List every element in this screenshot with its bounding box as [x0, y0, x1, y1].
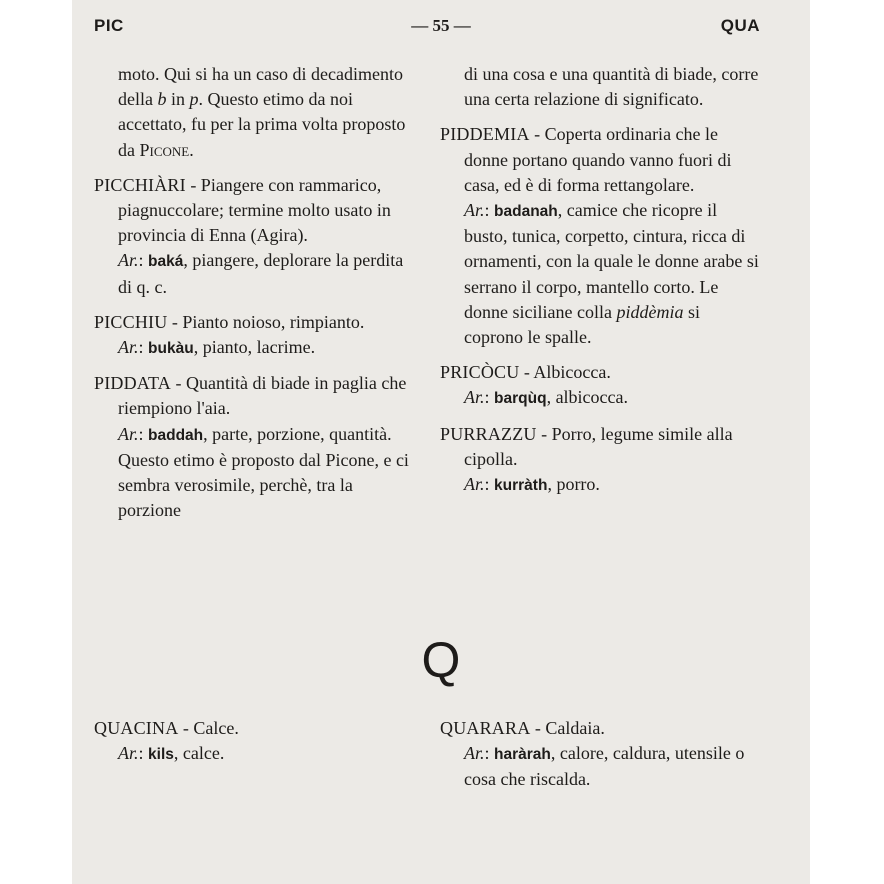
lemma: PICCHIÀRI — [94, 174, 186, 195]
arabic-word: kurràth — [494, 477, 548, 495]
entry-piddata: PIDDATA - Quantità di biade in paglia che riempiono l'aia. Ar.: baddah, parte, porzione, quantità. Questo etimo è proposto dal Picone, e ci sembra verosimile, perchè, tra la porzione — [94, 373, 409, 521]
running-header — [72, 16, 810, 44]
entry-quarara: QUARARA - Caldaia. Ar.: haràrah, calore, caldura, utensile o cosa che riscalda. — [440, 718, 745, 790]
entry-piddemia: PIDDEMIA - Coperta ordinaria che le donne portano quando vanno fuori di casa, ed è di forma rettangolare. Ar.: badanah, camice che ricopre il busto, tunica, corpetto, cintura, ricca di ornamenti, con la quale le donne arabe si serrano il corpo, mantello corto. Le donne siciliane colla piddèmia si coprono le spalle. — [440, 124, 759, 348]
header-left: PIC — [94, 16, 124, 35]
arabic-gloss-end: si coprono le spalle. — [464, 301, 700, 348]
lemma: PRICÒCU — [440, 362, 520, 383]
lemma: QUACINA — [94, 718, 179, 738]
page-number: — 55 — — [411, 16, 471, 35]
definition: - Piangere con rammarico, piagnuccolare; termine molto usato in provincia di Enna (Agira). — [118, 174, 391, 246]
continuation-paragraph: moto. Qui si ha un caso di decadimento della b in p. Questo etimo da noi accettato, fu per la prima volta proposto da Picone. — [118, 64, 406, 160]
arabic-word: bukàu — [148, 340, 194, 358]
section-letter: Q — [421, 632, 461, 688]
arabic-gloss: , parte, porzione, quantità. Questo etimo è proposto dal Picone, e ci sembra verosimile, perchè, tra la porzione — [118, 423, 409, 521]
book-page — [72, 0, 810, 884]
arabic-gloss: , calore, caldura, utensile o cosa che riscalda. — [464, 743, 745, 790]
definition: - Caldaia. — [530, 718, 605, 738]
left-column — [94, 62, 416, 533]
ar-label: Ar. — [118, 250, 139, 271]
arabic-gloss: , camice che ricopre il busto, tunica, corpetto, cintura, ricca di ornamenti, con la quale le donne arabe si serrano il corpo, mantello corto. Le donne siciliane colla — [464, 200, 759, 322]
definition: - Calce. — [178, 718, 239, 738]
ar-label: Ar. — [464, 474, 485, 495]
lemma: PICCHIU — [94, 311, 168, 332]
arabic-gloss: , calce. — [173, 743, 225, 764]
definition: - Albicocca. — [519, 362, 611, 383]
lemma: PIDDEMIA — [440, 124, 530, 145]
ar-label: Ar. — [464, 387, 485, 408]
ar-label: Ar. — [118, 743, 139, 764]
entry-quacina: QUACINA - Calce. Ar.: kils, calce. — [94, 718, 239, 764]
q-right-column — [440, 716, 762, 803]
definition: - Quantità di biade in paglia che riempiono l'aia. — [118, 373, 407, 419]
arabic-gloss: , porro. — [547, 474, 600, 495]
arabic-gloss: , pianto, lacrime. — [193, 337, 316, 358]
italic-term: piddèmia — [616, 301, 684, 322]
q-left-column — [94, 716, 416, 777]
ar-label: Ar. — [464, 200, 485, 221]
arabic-word: haràrah — [494, 746, 551, 764]
arabic-word: baká — [148, 253, 184, 271]
arabic-word: badanah — [494, 203, 558, 221]
ar-label: Ar. — [118, 423, 139, 444]
entry-purrazzu: PURRAZZU - Porro, legume simile alla cipolla. Ar.: kurràth, porro. — [440, 423, 733, 495]
arabic-word: kils — [148, 746, 174, 764]
entry-picchiari: PICCHIÀRI - Piangere con rammarico, piagnuccolare; termine molto usato in provincia di Enna (Agira). Ar.: baká, piangere, deplorare la perdita di q. c. — [94, 174, 404, 297]
continuation-paragraph: di una cosa e una quantità di biade, corre una certa relazione di significato. — [464, 64, 759, 110]
arabic-gloss: , albicocca. — [546, 387, 629, 408]
ar-label: Ar. — [464, 743, 485, 764]
ar-label: Ar. — [118, 337, 139, 358]
entry-pricocu: PRICÒCU - Albicocca. Ar.: barqùq, albicocca. — [440, 362, 629, 408]
lemma: PURRAZZU — [440, 423, 537, 444]
right-column — [440, 62, 762, 508]
definition: - Pianto noioso, rimpianto. — [167, 311, 365, 332]
header-right: QUA — [720, 16, 760, 35]
arabic-word: baddah — [148, 426, 204, 444]
entry-picchiu: PICCHIU - Pianto noioso, rimpianto. Ar.: bukàu, pianto, lacrime. — [94, 311, 365, 358]
lemma: PIDDATA — [94, 373, 171, 394]
arabic-gloss: , piangere, deplorare la perdita di q. c. — [118, 250, 404, 297]
definition: - Coperta ordinaria che le donne portano quando vanno fuori di casa, ed è di forma rettangolare. — [464, 124, 732, 195]
arabic-word: barqùq — [494, 390, 547, 408]
definition: - Porro, legume simile alla cipolla. — [464, 423, 733, 469]
lemma: QUARARA — [440, 718, 531, 738]
